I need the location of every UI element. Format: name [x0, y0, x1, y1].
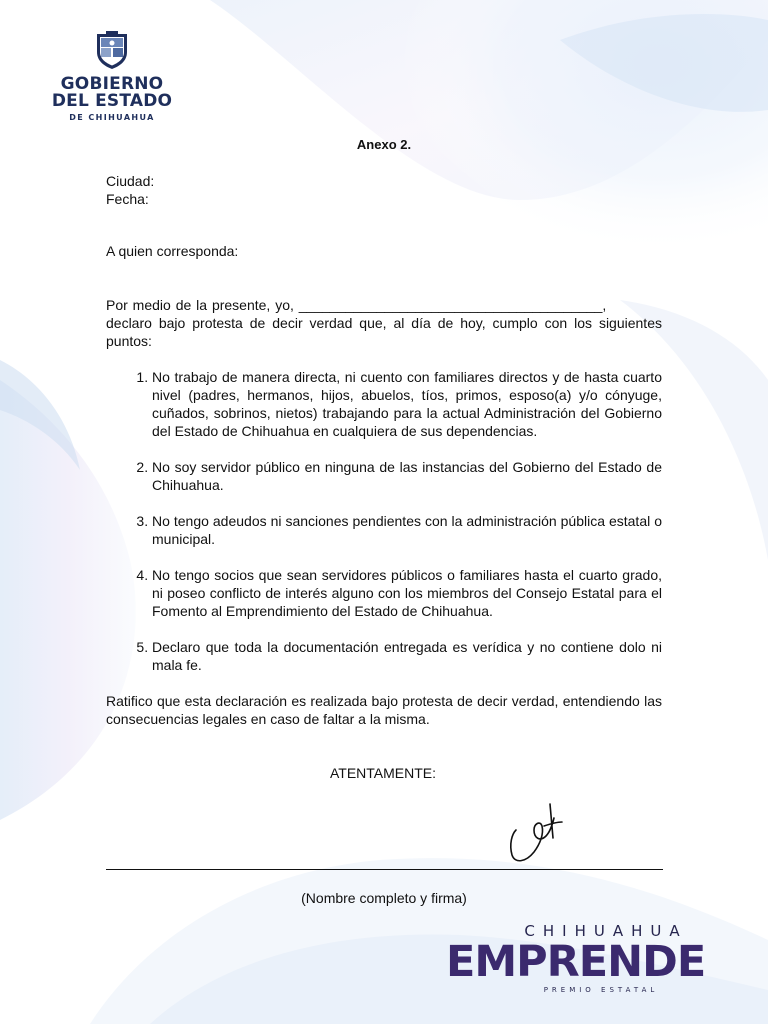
intro-line-1: Por medio de la presente, yo, _______________________________________,: [106, 297, 607, 313]
emprende-wordmark: [446, 938, 746, 986]
signature-line: [106, 869, 663, 870]
list-item: 3. No tengo adeudos ni sanciones pendientes con la administración pública estatal o municipal.: [152, 512, 662, 548]
emprende-top-text: CHIHUAHUA: [524, 922, 688, 940]
date-label: Fecha:: [106, 191, 149, 207]
emprende-bottom-text: PREMIO ESTATAL: [543, 986, 659, 994]
declaration-document: [106, 136, 662, 782]
closing-text: ATENTAMENTE:: [329, 765, 437, 781]
list-item: 2. No soy servidor público en ninguna de las instancias del Gobierno del Estado de Chihuahua.: [152, 458, 662, 494]
list-item: 4. No tengo socios que sean servidores públicos o familiares hasta el cuarto grado, ni poseo conflicto de interés alguno con los miembros del Consejo Estatal para el Fomento al Emprendimiento del Estado de Chihuahua.: [152, 566, 662, 620]
gov-title-line3: DE CHIHUAHUA: [69, 113, 155, 122]
ratification-paragraph: Ratifico que esta declaración es realizada bajo protesta de decir verdad, entendiendo las consecuencias legales en caso de faltar a la misma.: [106, 693, 662, 727]
requirements-list: [106, 368, 662, 674]
intro-line-2: declaro bajo protesta de decir verdad que, al día de hoy, cumplo con los siguientes puntos:: [106, 315, 662, 349]
state-shield-icon: [94, 30, 130, 70]
document-title: Anexo 2.: [356, 137, 412, 152]
gobierno-logo: [46, 30, 178, 122]
signature-caption: (Nombre completo y firma): [301, 890, 467, 906]
gov-title-line1: GOBIERNO: [60, 74, 164, 94]
salutation: A quien corresponda:: [106, 243, 239, 259]
handwritten-signature: [504, 800, 568, 868]
city-label: Ciudad:: [106, 173, 155, 189]
chihuahua-emprende-logo: [446, 922, 746, 994]
gov-title-line2: DEL ESTADO: [51, 91, 173, 111]
emprende-word-text: EMPRENDE: [446, 937, 706, 987]
list-item: 1. No trabajo de manera directa, ni cuento con familiares directos y de hasta cuarto nivel (padres, hermanos, hijos, abuelos, tíos, primos, esposo(a) y/o cónyuge, cuñados, sobrinos, nietos) trabajando para la actual Administración del Gobierno del Estado de Chihuahua en cualquiera de sus dependencias.: [152, 368, 662, 440]
list-item: 5. Declaro que toda la documentación entregada es verídica y no contiene dolo ni mala fe.: [152, 638, 662, 674]
